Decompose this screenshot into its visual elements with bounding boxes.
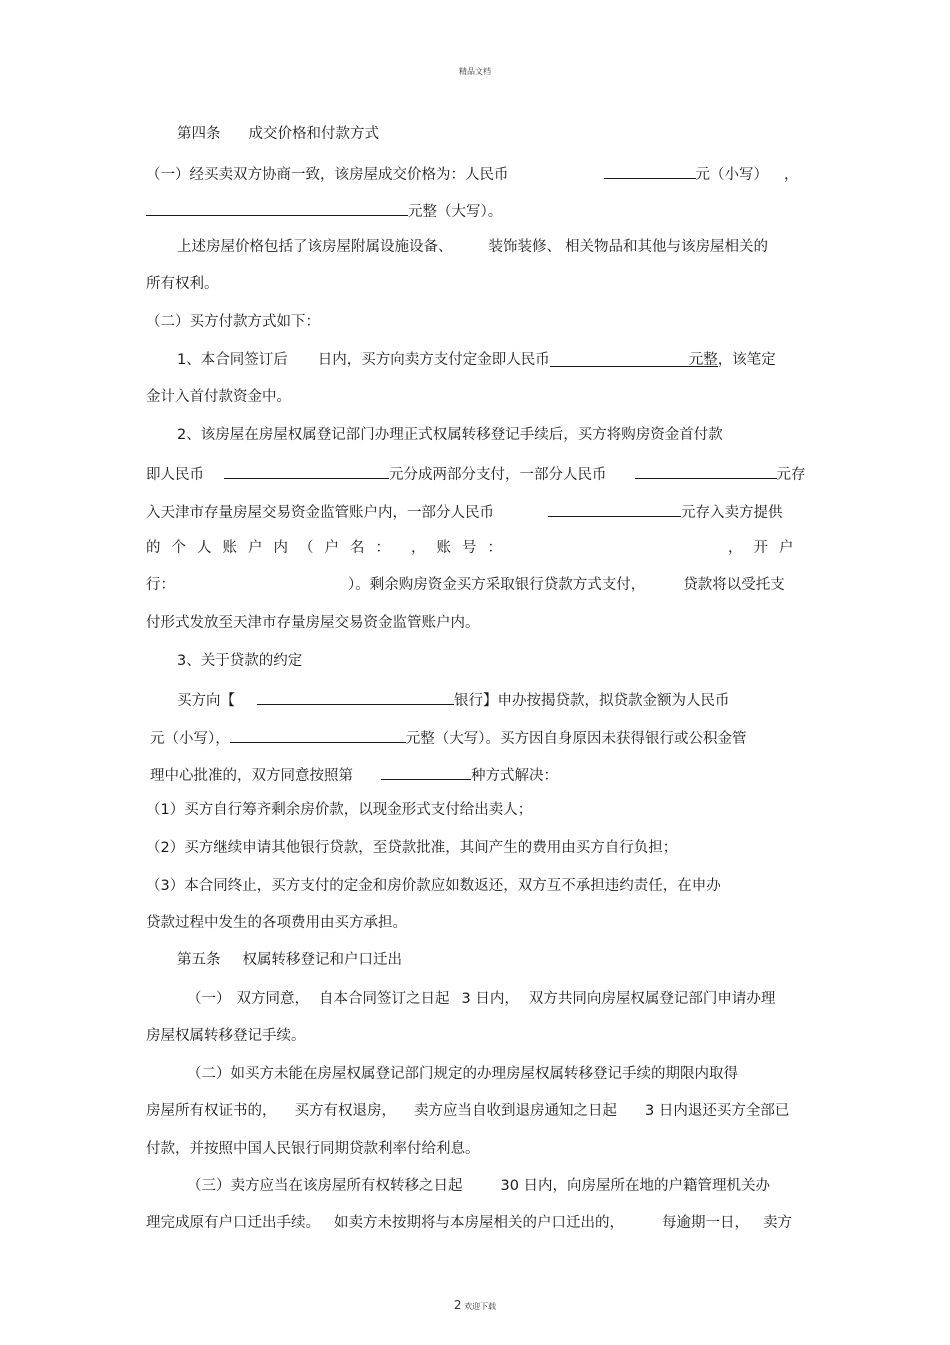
paragraph-line: 付款，并按照中国人民银行同期贷款利率付给利息。 bbox=[146, 1141, 480, 1157]
paragraph-line: 贷款过程中发生的各项费用由买方承担。 bbox=[146, 915, 407, 931]
account-line bbox=[146, 538, 805, 558]
text-segment: ）。剩余购房资金买方采取银行贷款方式支付， bbox=[348, 577, 646, 593]
text-segment: 理中心批准的，双方同意按照第 bbox=[150, 768, 353, 784]
bank-line bbox=[146, 575, 785, 595]
paragraph-line: 所有权利。 bbox=[146, 276, 219, 292]
blank-field[interactable] bbox=[381, 763, 471, 780]
text-segment: 元存入卖方提供 bbox=[681, 505, 783, 521]
payment-split-line bbox=[146, 462, 806, 485]
text-segment: 卖方应当自收到退房通知之日起 bbox=[414, 1103, 617, 1119]
blank-field[interactable] bbox=[230, 726, 406, 743]
paragraph-line: 2、该房屋在房屋权属登记部门办理正式权属转移登记手续后，买方将购房资金首付款 bbox=[177, 427, 723, 443]
deposit-line bbox=[177, 350, 776, 370]
text-segment: 买方有权退房， bbox=[294, 1103, 396, 1119]
text-segment: 买方向【 bbox=[177, 693, 235, 709]
text-segment: 的个人账户内（户名： bbox=[146, 540, 401, 556]
text-segment: 元（小写）， bbox=[150, 731, 230, 747]
text-segment: ，账号： bbox=[411, 540, 513, 556]
blank-field[interactable] bbox=[635, 462, 777, 479]
article-number: 第四条 bbox=[177, 126, 221, 142]
text-segment: 入天津市存量房屋交易资金监管账户内，一部分人民币 bbox=[146, 505, 494, 521]
text-segment: 装饰装修、 bbox=[488, 239, 561, 255]
text-segment: 如卖方未按期将与本房屋相关的户口迁出的， bbox=[334, 1215, 624, 1231]
text-segment: 元整（大写）。买方因自身原因未获得银行或公积金管 bbox=[405, 731, 747, 747]
loan-amount-line bbox=[150, 726, 747, 749]
paragraph-line bbox=[187, 989, 775, 1009]
text-segment: 元（小写） bbox=[695, 167, 768, 183]
paragraph-line bbox=[146, 1101, 789, 1121]
text-segment: （一）经买卖双方协商一致，该房屋成交价格为：人民币 bbox=[146, 167, 509, 183]
page-header: 精品文档 bbox=[459, 67, 491, 76]
blank-field[interactable] bbox=[146, 199, 408, 216]
text-segment: 元分成两部分支付，一部分人民币 bbox=[389, 467, 607, 483]
page-number: 2 bbox=[453, 1298, 462, 1312]
paragraph-line bbox=[177, 237, 768, 257]
text-segment: 即人民币 bbox=[146, 467, 204, 483]
blank-field[interactable] bbox=[548, 500, 681, 517]
text-segment: 银行】申办按揭贷款，拟贷款金额为人民币 bbox=[454, 693, 730, 709]
text-segment: 3 日内退还买方全部已 bbox=[645, 1103, 790, 1119]
text-segment: （三）卖方应当在该房屋所有权转移之日起 bbox=[187, 1178, 463, 1194]
text-segment: 元存 bbox=[776, 467, 806, 483]
text-segment: 3 日内， bbox=[461, 991, 519, 1007]
text-segment: 相关物品和其他与该房屋相关的 bbox=[565, 239, 768, 255]
text-segment: 双方共同向房屋权属登记部门申请办理 bbox=[528, 991, 776, 1007]
text-segment: 种方式解决： bbox=[471, 768, 558, 784]
text-segment: 元整 bbox=[688, 352, 718, 368]
text-segment: 每逾期一日， bbox=[662, 1215, 749, 1231]
paragraph-line bbox=[187, 1176, 770, 1196]
text-segment: 元整（大写）。 bbox=[408, 204, 503, 220]
blank-field[interactable] bbox=[604, 162, 696, 179]
page-footer bbox=[0, 1298, 950, 1312]
option-2: （2）买方继续申请其他银行贷款，至贷款批准，其间产生的费用由买方自行负担； bbox=[146, 840, 678, 856]
text-segment: 理完成原有户口迁出手续。 bbox=[146, 1215, 320, 1231]
text-segment: 行： bbox=[146, 577, 175, 593]
section-heading: （二）买方付款方式如下： bbox=[146, 314, 320, 330]
paragraph-line: （二）如买方未能在房屋权属登记部门规定的办理房屋权属转移登记手续的期限内取得 bbox=[187, 1066, 738, 1082]
text-segment: ， bbox=[784, 167, 799, 183]
article-number: 第五条 bbox=[177, 952, 221, 968]
blank-field[interactable] bbox=[224, 462, 389, 479]
blank-field[interactable] bbox=[257, 688, 454, 705]
text-segment: 30 日内，向房屋所在地的户籍管理机关办 bbox=[500, 1178, 771, 1194]
text-segment: 1、本合同签订后 bbox=[177, 352, 288, 368]
article-4-title bbox=[177, 124, 379, 144]
text-segment: 双方同意， bbox=[236, 991, 309, 1007]
resolution-line bbox=[150, 763, 558, 786]
text-segment: 贷款将以受托支 bbox=[683, 577, 785, 593]
text-segment: 房屋所有权证书的， bbox=[146, 1103, 277, 1119]
text-segment: ，该笔定 bbox=[717, 352, 776, 368]
footer-text: 欢迎下载 bbox=[464, 1302, 497, 1311]
price-uppercase-line bbox=[146, 199, 502, 222]
article-heading: 权属转移登记和户口迁出 bbox=[242, 952, 402, 968]
text-segment: 上述房屋价格包括了该房屋附属设施设备、 bbox=[177, 239, 453, 255]
text-segment: 日内，买方向卖方支付定金即人民币 bbox=[317, 352, 550, 368]
blank-field[interactable] bbox=[550, 350, 718, 367]
loan-line bbox=[177, 688, 730, 711]
paragraph-line: 付形式发放至天津市存量房屋交易资金监管账户内。 bbox=[146, 615, 480, 631]
payment-split-line bbox=[146, 500, 783, 523]
text-segment: 自本合同签订之日起 bbox=[319, 991, 450, 1007]
text-segment: ，开户 bbox=[728, 540, 805, 556]
paragraph-line: 房屋权属转移登记手续。 bbox=[146, 1028, 306, 1044]
paragraph-line bbox=[146, 1213, 792, 1233]
option-1: （1）买方自行筹齐剩余房价款，以现金形式支付给出卖人； bbox=[146, 802, 533, 818]
text-segment: （一） bbox=[187, 991, 231, 1007]
option-3: （3）本合同终止，买方支付的定金和房价款应如数返还，双方互不承担违约责任，在申办 bbox=[146, 878, 721, 894]
paragraph-line: 金计入首付款资金中。 bbox=[146, 389, 291, 405]
price-line bbox=[146, 162, 799, 185]
article-heading: 成交价格和付款方式 bbox=[248, 126, 379, 142]
article-5-title bbox=[177, 950, 402, 970]
text-segment: 卖方 bbox=[763, 1215, 792, 1231]
section-heading: 3、关于贷款的约定 bbox=[177, 653, 303, 669]
